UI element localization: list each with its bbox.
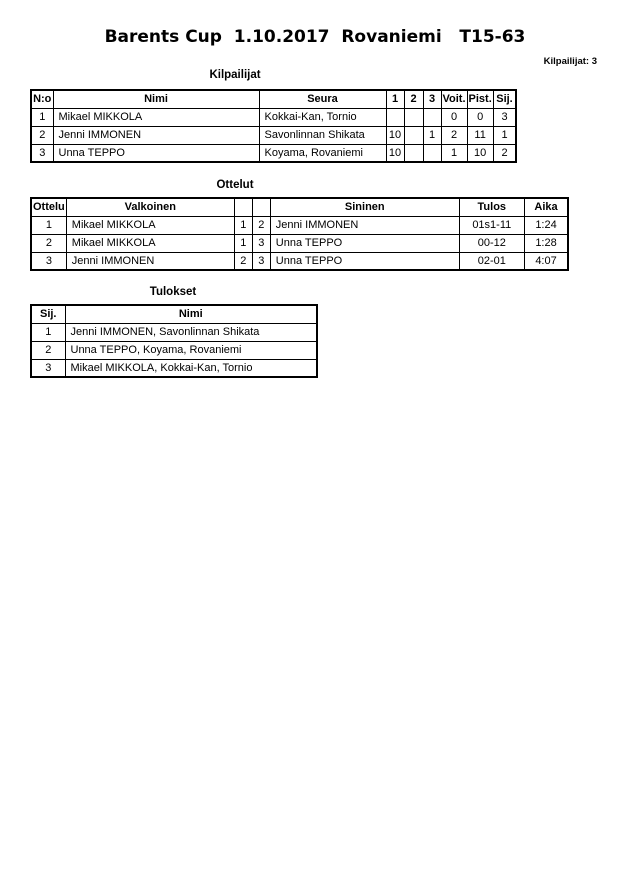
col-header-no: N:o <box>31 90 53 108</box>
cell-result: 01s1-11 <box>459 216 524 234</box>
col-header-blue-no <box>252 198 270 216</box>
cell-r3 <box>423 144 441 162</box>
cell-blue: Unna TEPPO <box>270 252 459 270</box>
col-header-blue: Sininen <box>270 198 459 216</box>
cell-white: Mikael MIKKOLA <box>66 216 234 234</box>
cell-points: 11 <box>467 126 493 144</box>
cell-place: 2 <box>493 144 516 162</box>
results-table <box>30 304 318 378</box>
cell-name: Mikael MIKKOLA, Kokkai-Kan, Tornio <box>65 359 317 377</box>
cell-white-no: 1 <box>234 216 252 234</box>
cell-time: 1:24 <box>524 216 568 234</box>
cell-blue: Jenni IMMONEN <box>270 216 459 234</box>
cell-club: Kokkai-Kan, Tornio <box>259 108 386 126</box>
cell-blue-no: 3 <box>252 234 270 252</box>
cell-match-no: 3 <box>31 252 66 270</box>
results-heading: Tulokset <box>149 286 197 298</box>
col-header-place: Sij. <box>31 305 65 323</box>
cell-white: Mikael MIKKOLA <box>66 234 234 252</box>
cell-white-no: 2 <box>234 252 252 270</box>
cell-time: 1:28 <box>524 234 568 252</box>
cell-blue: Unna TEPPO <box>270 234 459 252</box>
col-header-match-no: Ottelu <box>31 198 66 216</box>
cell-blue-no: 3 <box>252 252 270 270</box>
cell-no: 2 <box>31 126 53 144</box>
cell-name: Mikael MIKKOLA <box>53 108 259 126</box>
cell-result: 02-01 <box>459 252 524 270</box>
cell-name: Jenni IMMONEN, Savonlinnan Shikata <box>65 323 317 341</box>
cell-white-no: 1 <box>234 234 252 252</box>
match-row <box>31 252 568 270</box>
cell-blue-no: 2 <box>252 216 270 234</box>
cell-place: 3 <box>31 359 65 377</box>
cell-place: 2 <box>31 341 65 359</box>
cell-r1: 10 <box>386 126 404 144</box>
result-row <box>31 341 317 359</box>
cell-no: 3 <box>31 144 53 162</box>
cell-r2 <box>404 144 423 162</box>
cell-points: 0 <box>467 108 493 126</box>
col-header-2: 2 <box>404 90 423 108</box>
competitors-header-row <box>31 90 516 108</box>
cell-wins: 2 <box>441 126 467 144</box>
col-header-club: Seura <box>259 90 386 108</box>
cell-result: 00-12 <box>459 234 524 252</box>
cell-place: 1 <box>31 323 65 341</box>
cell-r1 <box>386 108 404 126</box>
cell-wins: 0 <box>441 108 467 126</box>
competitors-table <box>30 89 517 163</box>
competitor-row <box>31 144 516 162</box>
competitors-count-label: Kilpailijat: 3 <box>543 56 597 67</box>
cell-time: 4:07 <box>524 252 568 270</box>
cell-wins: 1 <box>441 144 467 162</box>
col-header-1: 1 <box>386 90 404 108</box>
cell-match-no: 1 <box>31 216 66 234</box>
match-row <box>31 234 568 252</box>
col-header-points: Pist. <box>467 90 493 108</box>
col-header-white: Valkoinen <box>66 198 234 216</box>
cell-r2 <box>404 126 423 144</box>
cell-no: 1 <box>31 108 53 126</box>
col-header-result: Tulos <box>459 198 524 216</box>
cell-name: Unna TEPPO <box>53 144 259 162</box>
col-header-name: Nimi <box>65 305 317 323</box>
competitor-row <box>31 126 516 144</box>
cell-place: 3 <box>493 108 516 126</box>
cell-r1: 10 <box>386 144 404 162</box>
cell-name: Jenni IMMONEN <box>53 126 259 144</box>
match-row <box>31 216 568 234</box>
col-header-time: Aika <box>524 198 568 216</box>
col-header-name: Nimi <box>53 90 259 108</box>
col-header-3: 3 <box>423 90 441 108</box>
competitor-row <box>31 108 516 126</box>
cell-name: Unna TEPPO, Koyama, Rovaniemi <box>65 341 317 359</box>
cell-points: 10 <box>467 144 493 162</box>
cell-r3 <box>423 108 441 126</box>
matches-heading: Ottelut <box>216 179 254 191</box>
cell-club: Koyama, Rovaniemi <box>259 144 386 162</box>
results-header-row <box>31 305 317 323</box>
cell-place: 1 <box>493 126 516 144</box>
matches-table <box>30 197 569 271</box>
col-header-white-no <box>234 198 252 216</box>
matches-header-row <box>31 198 568 216</box>
result-row <box>31 359 317 377</box>
cell-white: Jenni IMMONEN <box>66 252 234 270</box>
col-header-place: Sij. <box>493 90 516 108</box>
cell-r3: 1 <box>423 126 441 144</box>
result-row <box>31 323 317 341</box>
cell-match-no: 2 <box>31 234 66 252</box>
cell-club: Savonlinnan Shikata <box>259 126 386 144</box>
col-header-wins: Voit. <box>441 90 467 108</box>
cell-r2 <box>404 108 423 126</box>
competitors-heading: Kilpailijat <box>209 69 261 81</box>
page-title: Barents Cup 1.10.2017 Rovaniemi T15-63 <box>104 27 526 47</box>
